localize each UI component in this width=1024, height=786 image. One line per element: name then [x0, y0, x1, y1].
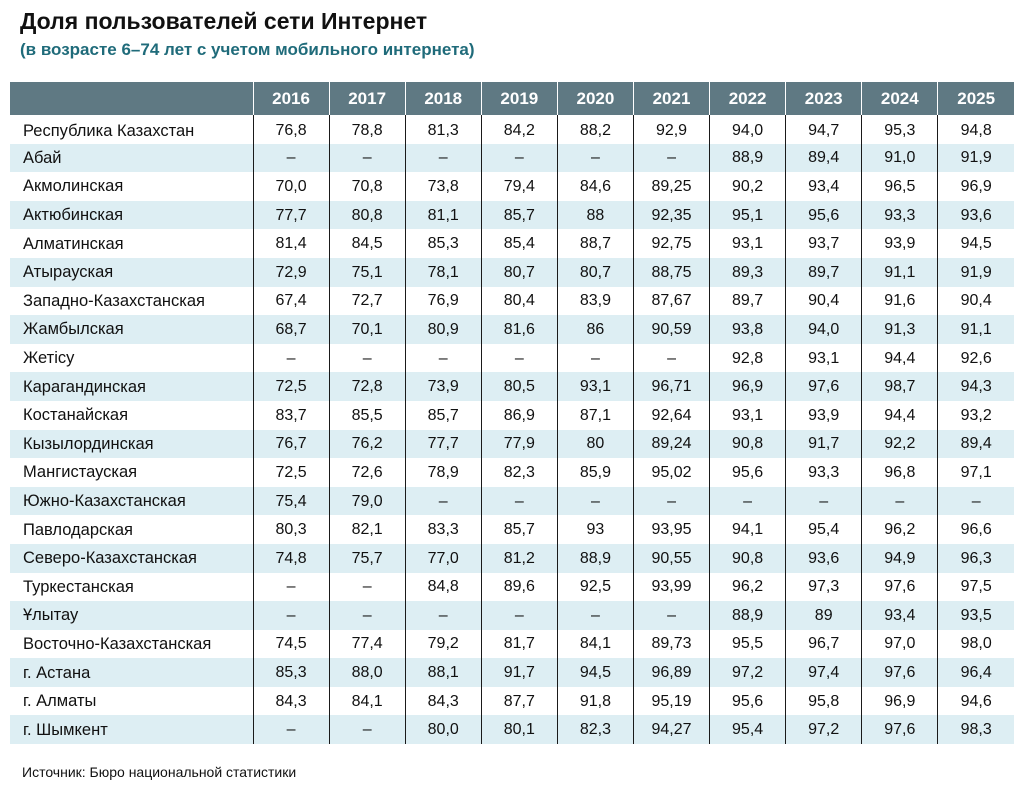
value-cell: 74,5: [253, 630, 329, 659]
value-cell: 93,8: [710, 315, 786, 344]
value-cell: 79,2: [405, 630, 481, 659]
value-cell: 76,7: [253, 430, 329, 459]
table-row: [10, 372, 1014, 401]
value-cell: 73,9: [405, 372, 481, 401]
value-cell: –: [329, 715, 405, 744]
table-row: [10, 115, 1014, 144]
value-cell: 90,55: [633, 544, 709, 573]
table-row: [10, 715, 1014, 744]
value-cell: 92,8: [710, 344, 786, 373]
value-cell: 85,4: [481, 229, 557, 258]
region-name-cell: Актюбинская: [10, 201, 253, 230]
value-cell: 80: [557, 430, 633, 459]
value-cell: 97,2: [710, 658, 786, 687]
value-cell: 97,6: [862, 573, 938, 602]
region-name-cell: Павлодарская: [10, 515, 253, 544]
value-cell: 88: [557, 201, 633, 230]
value-cell: –: [405, 344, 481, 373]
value-cell: 93,9: [862, 229, 938, 258]
value-cell: –: [329, 144, 405, 173]
value-cell: –: [405, 487, 481, 516]
value-cell: 81,1: [405, 201, 481, 230]
value-cell: 95,6: [710, 687, 786, 716]
value-cell: 93,3: [786, 458, 862, 487]
value-cell: 80,7: [481, 258, 557, 287]
value-cell: 94,4: [862, 401, 938, 430]
value-cell: –: [405, 144, 481, 173]
value-cell: 93,1: [557, 372, 633, 401]
table-row: [10, 258, 1014, 287]
value-cell: 78,8: [329, 115, 405, 144]
value-cell: 93,3: [862, 201, 938, 230]
value-cell: 88,9: [557, 544, 633, 573]
value-cell: –: [557, 344, 633, 373]
header-year-cell: 2021: [633, 82, 709, 115]
value-cell: 91,0: [862, 144, 938, 173]
value-cell: 79,0: [329, 487, 405, 516]
value-cell: 88,0: [329, 658, 405, 687]
value-cell: 93,1: [786, 344, 862, 373]
value-cell: 92,35: [633, 201, 709, 230]
table-row: [10, 573, 1014, 602]
value-cell: 93,6: [938, 201, 1014, 230]
value-cell: 77,4: [329, 630, 405, 659]
value-cell: 94,0: [786, 315, 862, 344]
value-cell: 89,4: [938, 430, 1014, 459]
value-cell: 83,9: [557, 287, 633, 316]
value-cell: 75,7: [329, 544, 405, 573]
value-cell: 76,8: [253, 115, 329, 144]
table-row: [10, 458, 1014, 487]
table-row: [10, 601, 1014, 630]
value-cell: 72,8: [329, 372, 405, 401]
value-cell: 93,5: [938, 601, 1014, 630]
value-cell: 97,6: [862, 715, 938, 744]
value-cell: 95,4: [786, 515, 862, 544]
region-name-cell: Мангистауская: [10, 458, 253, 487]
value-cell: 80,9: [405, 315, 481, 344]
value-cell: 94,4: [862, 344, 938, 373]
value-cell: 90,2: [710, 172, 786, 201]
value-cell: 78,9: [405, 458, 481, 487]
value-cell: 94,6: [938, 687, 1014, 716]
value-cell: 89,25: [633, 172, 709, 201]
value-cell: 89,6: [481, 573, 557, 602]
value-cell: 90,4: [786, 287, 862, 316]
value-cell: 70,0: [253, 172, 329, 201]
value-cell: 78,1: [405, 258, 481, 287]
value-cell: 70,1: [329, 315, 405, 344]
value-cell: 91,1: [938, 315, 1014, 344]
value-cell: 91,7: [481, 658, 557, 687]
value-cell: 84,6: [557, 172, 633, 201]
value-cell: 72,6: [329, 458, 405, 487]
value-cell: 77,7: [405, 430, 481, 459]
value-cell: 97,5: [938, 573, 1014, 602]
header-year-cell: 2023: [786, 82, 862, 115]
value-cell: 81,7: [481, 630, 557, 659]
table-row: [10, 515, 1014, 544]
region-name-cell: г. Астана: [10, 658, 253, 687]
region-name-cell: Республика Казахстан: [10, 115, 253, 144]
value-cell: –: [633, 601, 709, 630]
value-cell: 94,0: [710, 115, 786, 144]
value-cell: –: [633, 487, 709, 516]
value-cell: 80,4: [481, 287, 557, 316]
value-cell: 96,9: [938, 172, 1014, 201]
table-header-row: [10, 82, 1014, 115]
region-name-cell: Ұлытау: [10, 601, 253, 630]
value-cell: 82,1: [329, 515, 405, 544]
value-cell: 96,71: [633, 372, 709, 401]
value-cell: 84,3: [253, 687, 329, 716]
value-cell: 96,7: [786, 630, 862, 659]
value-cell: 91,8: [557, 687, 633, 716]
value-cell: 70,8: [329, 172, 405, 201]
value-cell: 97,6: [786, 372, 862, 401]
value-cell: 86,9: [481, 401, 557, 430]
value-cell: 92,75: [633, 229, 709, 258]
value-cell: 88,75: [633, 258, 709, 287]
value-cell: 87,1: [557, 401, 633, 430]
value-cell: 84,5: [329, 229, 405, 258]
table-row: [10, 229, 1014, 258]
value-cell: 76,9: [405, 287, 481, 316]
value-cell: 95,1: [710, 201, 786, 230]
table-body: [10, 115, 1014, 744]
value-cell: –: [481, 601, 557, 630]
region-name-cell: Карагандинская: [10, 372, 253, 401]
value-cell: 92,9: [633, 115, 709, 144]
region-name-cell: Западно-Казахстанская: [10, 287, 253, 316]
value-cell: 96,9: [862, 687, 938, 716]
value-cell: –: [557, 144, 633, 173]
header-year-cell: 2022: [710, 82, 786, 115]
value-cell: 85,3: [405, 229, 481, 258]
value-cell: 91,7: [786, 430, 862, 459]
value-cell: 94,8: [938, 115, 1014, 144]
value-cell: –: [405, 601, 481, 630]
value-cell: 89,7: [710, 287, 786, 316]
value-cell: 91,1: [862, 258, 938, 287]
value-cell: 93,2: [938, 401, 1014, 430]
table-row: [10, 401, 1014, 430]
region-name-cell: Восточно-Казахстанская: [10, 630, 253, 659]
value-cell: 94,9: [862, 544, 938, 573]
value-cell: 95,6: [786, 201, 862, 230]
value-cell: –: [253, 573, 329, 602]
value-cell: 85,3: [253, 658, 329, 687]
value-cell: 79,4: [481, 172, 557, 201]
value-cell: 89,3: [710, 258, 786, 287]
value-cell: 80,0: [405, 715, 481, 744]
page-title: Доля пользователей сети Интернет: [20, 8, 428, 34]
value-cell: 97,2: [786, 715, 862, 744]
value-cell: 84,1: [557, 630, 633, 659]
value-cell: 91,9: [938, 144, 1014, 173]
value-cell: 75,1: [329, 258, 405, 287]
value-cell: 96,9: [710, 372, 786, 401]
value-cell: 96,8: [862, 458, 938, 487]
value-cell: 85,7: [405, 401, 481, 430]
value-cell: 72,9: [253, 258, 329, 287]
value-cell: 93,99: [633, 573, 709, 602]
value-cell: –: [329, 601, 405, 630]
value-cell: 92,5: [557, 573, 633, 602]
region-name-cell: Жетісу: [10, 344, 253, 373]
internet-users-table: [10, 82, 1014, 744]
table-row: [10, 630, 1014, 659]
region-name-cell: Жамбылская: [10, 315, 253, 344]
value-cell: 96,89: [633, 658, 709, 687]
value-cell: –: [710, 487, 786, 516]
region-name-cell: Костанайская: [10, 401, 253, 430]
value-cell: 93,9: [786, 401, 862, 430]
value-cell: 77,7: [253, 201, 329, 230]
value-cell: 77,0: [405, 544, 481, 573]
region-name-cell: Кызылординская: [10, 430, 253, 459]
table-row: [10, 201, 1014, 230]
value-cell: –: [786, 487, 862, 516]
value-cell: 94,5: [557, 658, 633, 687]
region-name-cell: Алматинская: [10, 229, 253, 258]
region-name-cell: Атырауская: [10, 258, 253, 287]
value-cell: –: [253, 715, 329, 744]
value-cell: 91,6: [862, 287, 938, 316]
region-name-cell: г. Алматы: [10, 687, 253, 716]
value-cell: 85,7: [481, 515, 557, 544]
value-cell: 95,19: [633, 687, 709, 716]
value-cell: 74,8: [253, 544, 329, 573]
header-region-cell: [10, 82, 253, 115]
value-cell: –: [481, 344, 557, 373]
value-cell: 87,7: [481, 687, 557, 716]
value-cell: 93: [557, 515, 633, 544]
region-name-cell: Туркестанская: [10, 573, 253, 602]
value-cell: 96,2: [862, 515, 938, 544]
value-cell: 91,9: [938, 258, 1014, 287]
value-cell: 93,95: [633, 515, 709, 544]
region-name-cell: Северо-Казахстанская: [10, 544, 253, 573]
header-year-cell: 2019: [481, 82, 557, 115]
value-cell: 83,7: [253, 401, 329, 430]
value-cell: 95,6: [710, 458, 786, 487]
value-cell: 84,3: [405, 687, 481, 716]
value-cell: 93,1: [710, 401, 786, 430]
value-cell: 81,2: [481, 544, 557, 573]
value-cell: 80,8: [329, 201, 405, 230]
value-cell: 94,5: [938, 229, 1014, 258]
value-cell: 85,7: [481, 201, 557, 230]
value-cell: 90,8: [710, 544, 786, 573]
value-cell: 96,3: [938, 544, 1014, 573]
value-cell: 98,3: [938, 715, 1014, 744]
table-row: [10, 687, 1014, 716]
page-subtitle: (в возрасте 6–74 лет с учетом мобильного интернета): [20, 40, 475, 59]
value-cell: –: [633, 144, 709, 173]
value-cell: 84,2: [481, 115, 557, 144]
value-cell: 97,1: [938, 458, 1014, 487]
value-cell: 89,24: [633, 430, 709, 459]
value-cell: 98,0: [938, 630, 1014, 659]
value-cell: 87,67: [633, 287, 709, 316]
header-year-cell: 2016: [253, 82, 329, 115]
value-cell: 76,2: [329, 430, 405, 459]
value-cell: 82,3: [557, 715, 633, 744]
value-cell: 92,2: [862, 430, 938, 459]
value-cell: 96,2: [710, 573, 786, 602]
value-cell: 97,0: [862, 630, 938, 659]
value-cell: –: [633, 344, 709, 373]
value-cell: 81,4: [253, 229, 329, 258]
value-cell: 77,9: [481, 430, 557, 459]
table-row: [10, 287, 1014, 316]
value-cell: –: [481, 487, 557, 516]
value-cell: 97,6: [862, 658, 938, 687]
header-year-cell: 2020: [557, 82, 633, 115]
table-row: [10, 430, 1014, 459]
header-year-cell: 2018: [405, 82, 481, 115]
table-row: [10, 344, 1014, 373]
value-cell: 89,4: [786, 144, 862, 173]
region-name-cell: Абай: [10, 144, 253, 173]
table-row: [10, 172, 1014, 201]
value-cell: 72,5: [253, 372, 329, 401]
value-cell: 96,4: [938, 658, 1014, 687]
source-note: Источник: Бюро национальной статистики: [22, 764, 297, 780]
header-year-cell: 2024: [862, 82, 938, 115]
value-cell: 95,3: [862, 115, 938, 144]
value-cell: –: [862, 487, 938, 516]
value-cell: –: [253, 601, 329, 630]
value-cell: 95,4: [710, 715, 786, 744]
value-cell: 97,3: [786, 573, 862, 602]
header-year-cell: 2017: [329, 82, 405, 115]
value-cell: 68,7: [253, 315, 329, 344]
value-cell: 88,9: [710, 144, 786, 173]
value-cell: 96,5: [862, 172, 938, 201]
value-cell: –: [329, 344, 405, 373]
value-cell: 88,7: [557, 229, 633, 258]
value-cell: 80,7: [557, 258, 633, 287]
table-row: [10, 315, 1014, 344]
value-cell: –: [557, 601, 633, 630]
value-cell: –: [938, 487, 1014, 516]
value-cell: 91,3: [862, 315, 938, 344]
value-cell: 94,27: [633, 715, 709, 744]
value-cell: 88,9: [710, 601, 786, 630]
value-cell: 83,3: [405, 515, 481, 544]
value-cell: 75,4: [253, 487, 329, 516]
value-cell: 93,4: [862, 601, 938, 630]
value-cell: 67,4: [253, 287, 329, 316]
region-name-cell: Южно-Казахстанская: [10, 487, 253, 516]
value-cell: 89,73: [633, 630, 709, 659]
value-cell: 93,1: [710, 229, 786, 258]
value-cell: –: [253, 144, 329, 173]
value-cell: 84,8: [405, 573, 481, 602]
value-cell: 93,7: [786, 229, 862, 258]
region-name-cell: Акмолинская: [10, 172, 253, 201]
value-cell: 72,5: [253, 458, 329, 487]
value-cell: 82,3: [481, 458, 557, 487]
value-cell: 89,7: [786, 258, 862, 287]
value-cell: –: [253, 344, 329, 373]
value-cell: 93,6: [786, 544, 862, 573]
value-cell: 88,2: [557, 115, 633, 144]
value-cell: 95,02: [633, 458, 709, 487]
value-cell: 73,8: [405, 172, 481, 201]
value-cell: 95,5: [710, 630, 786, 659]
region-name-cell: г. Шымкент: [10, 715, 253, 744]
value-cell: 72,7: [329, 287, 405, 316]
value-cell: 92,64: [633, 401, 709, 430]
value-cell: 98,7: [862, 372, 938, 401]
value-cell: 81,3: [405, 115, 481, 144]
value-cell: 96,6: [938, 515, 1014, 544]
value-cell: 95,8: [786, 687, 862, 716]
table-row: [10, 487, 1014, 516]
value-cell: –: [329, 573, 405, 602]
value-cell: 81,6: [481, 315, 557, 344]
value-cell: 86: [557, 315, 633, 344]
value-cell: 80,3: [253, 515, 329, 544]
value-cell: 97,4: [786, 658, 862, 687]
value-cell: 94,7: [786, 115, 862, 144]
value-cell: 94,1: [710, 515, 786, 544]
value-cell: 89: [786, 601, 862, 630]
table-row: [10, 658, 1014, 687]
table-row: [10, 544, 1014, 573]
value-cell: 92,6: [938, 344, 1014, 373]
value-cell: 85,9: [557, 458, 633, 487]
value-cell: 94,3: [938, 372, 1014, 401]
value-cell: 84,1: [329, 687, 405, 716]
value-cell: –: [481, 144, 557, 173]
value-cell: –: [557, 487, 633, 516]
header-year-cell: 2025: [938, 82, 1014, 115]
value-cell: 80,1: [481, 715, 557, 744]
value-cell: 85,5: [329, 401, 405, 430]
value-cell: 90,4: [938, 287, 1014, 316]
value-cell: 93,4: [786, 172, 862, 201]
value-cell: 90,8: [710, 430, 786, 459]
value-cell: 88,1: [405, 658, 481, 687]
value-cell: 90,59: [633, 315, 709, 344]
table-row: [10, 144, 1014, 173]
value-cell: 80,5: [481, 372, 557, 401]
